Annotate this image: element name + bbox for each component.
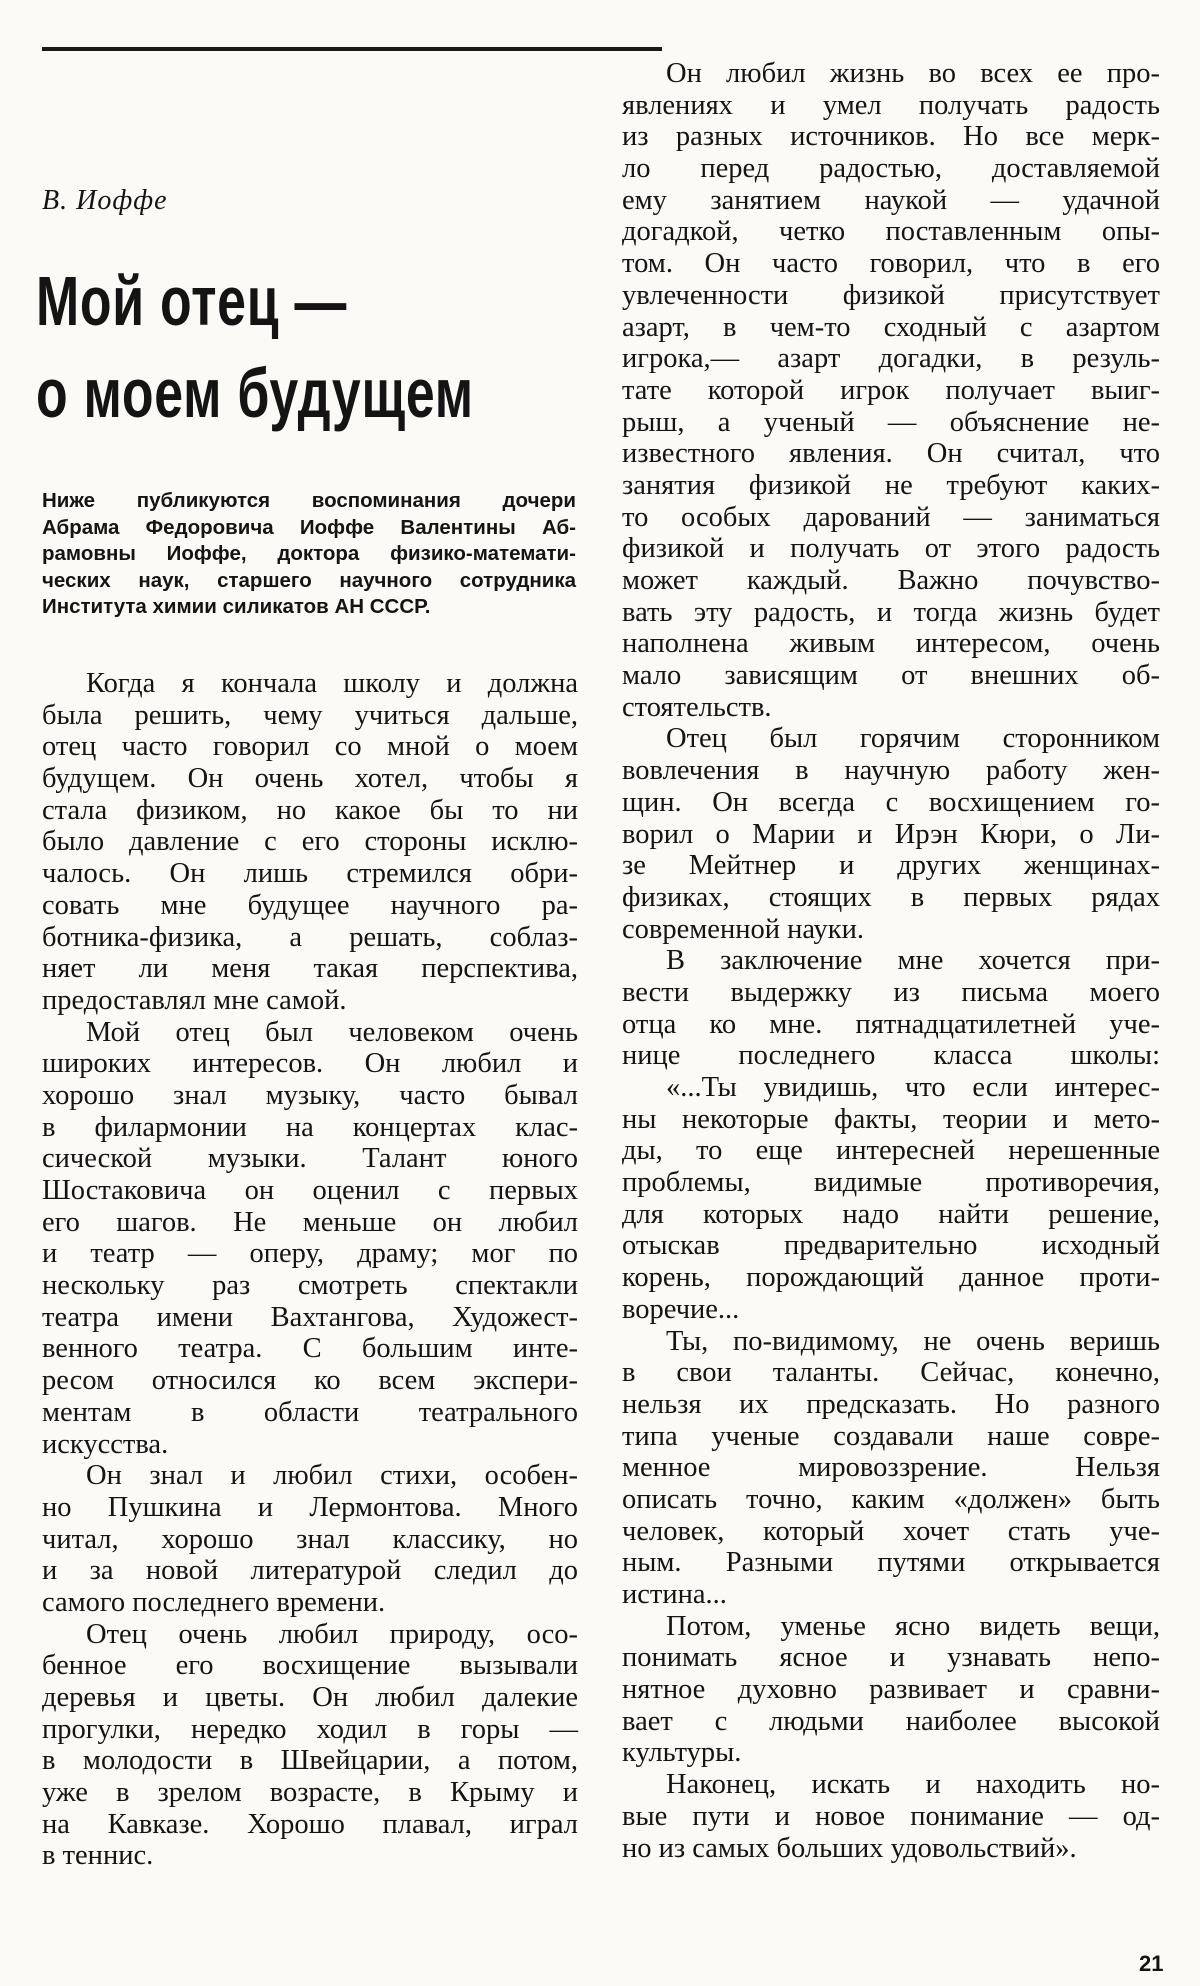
text-line: широких интересов. Он любил и	[42, 1048, 578, 1080]
text-line: физикой и получать от этого радость	[622, 533, 1160, 565]
text-line: вает с людьми наиболее высокой	[622, 1705, 1160, 1737]
text-column-right	[622, 58, 1160, 1864]
text-line: ным. Разными путями открывается	[622, 1547, 1160, 1579]
text-line: описать точно, каким «должен» быть	[622, 1483, 1160, 1515]
text-line: отец часто говорил со мной о моем	[42, 731, 578, 763]
text-line: «...Ты увидишь, что если интерес-	[666, 1072, 1160, 1103]
text-line: в молодости в Швейцарии, а потом,	[42, 1745, 578, 1777]
text-line: современной науки.	[622, 913, 864, 945]
text-line: искусства.	[42, 1428, 169, 1460]
text-line: его шагов. Не меньше он любил	[42, 1206, 578, 1238]
lead-paragraph	[42, 488, 576, 621]
text-line: рыш, а ученый — объяснение не-	[622, 406, 1160, 438]
text-line: проблемы, видимые противоречия,	[622, 1167, 1160, 1199]
text-line: для которых надо найти решение,	[622, 1198, 1160, 1230]
text-line: ворил о Марии и Ирэн Кюри, о Ли-	[622, 818, 1160, 850]
text-line: Отец очень любил природу, осо-	[86, 1618, 578, 1650]
text-line: но Пушкина и Лермонтова. Много	[42, 1491, 578, 1523]
text-line: стала физиком, но какое бы то ни	[42, 794, 578, 826]
text-line: Он любил жизнь во всех ее про-	[666, 58, 1160, 89]
article-title	[36, 255, 474, 439]
text-line: чалось. Он лишь стремился обри-	[42, 858, 578, 890]
text-line: щин. Он всегда с восхищением го-	[622, 786, 1160, 818]
text-line: и за новой литературой следил до	[42, 1555, 578, 1587]
text-line: деревья и цветы. Он любил далекие	[42, 1682, 578, 1713]
text-line: игрока,— азарт догадки, в резуль-	[622, 343, 1160, 375]
text-line: предоставлял мне самой.	[42, 984, 347, 1016]
title-line: о моем будущем	[36, 354, 474, 432]
text-line: известного явления. Он считал, что	[622, 438, 1160, 470]
text-line: том. Он часто говорил, что в его	[622, 248, 1160, 280]
text-line: Когда я кончала школу и должна	[86, 668, 578, 699]
text-line: культуры.	[622, 1737, 742, 1769]
text-line: уже в зрелом возрасте, в Крыму и	[42, 1777, 578, 1809]
lead-line: ческих наук, старшего научного сотрудника	[42, 568, 576, 592]
text-line: из разных источников. Но все мерк-	[622, 121, 1160, 153]
lead-line: Института химии силикатов АН СССР.	[42, 595, 431, 618]
text-line: отыскав предварительно исходный	[622, 1230, 1160, 1262]
text-line: тате которой игрок получает выиг-	[622, 374, 1160, 406]
text-line: корень, порождающий данное проти-	[622, 1262, 1160, 1294]
text-line: Ты, по-видимому, не очень веришь	[666, 1325, 1160, 1357]
text-line: нельзя их предсказать. Но разного	[622, 1388, 1160, 1420]
text-line: зе Мейтнер и других женщинах-	[622, 850, 1160, 882]
text-line: нице последнего класса школы:	[622, 1040, 1160, 1072]
text-line: ды, то еще интересней нерешенные	[622, 1135, 1160, 1167]
text-line: занятия физикой не требуют каких-	[622, 469, 1160, 501]
text-line: воречие...	[622, 1293, 740, 1325]
lead-line: Ниже публикуются воспоминания дочери	[42, 489, 576, 512]
text-line: в теннис.	[42, 1840, 154, 1872]
text-line: мало зависящим от внешних об-	[622, 660, 1160, 692]
text-line: самого последнего времени.	[42, 1586, 386, 1618]
text-line: на Кавказе. Хорошо плавал, играл	[42, 1808, 578, 1840]
text-line: бенное его восхищение вызывали	[42, 1650, 578, 1682]
text-line: Потом, уменье ясно видеть вещи,	[666, 1610, 1160, 1642]
text-line: физиках, стоящих в первых рядах	[622, 881, 1160, 913]
text-line: наполнена живым интересом, очень	[622, 628, 1160, 660]
text-line: няет ли меня такая перспектива,	[42, 953, 578, 985]
text-line: сической музыки. Талант юного	[42, 1143, 578, 1175]
text-line: ресом относился ко всем экспери-	[42, 1365, 578, 1397]
text-line: азарт, в чем-то сходный с азартом	[622, 311, 1160, 343]
text-line: вые пути и новое понимание — од-	[622, 1800, 1160, 1832]
text-line: Шостаковича он оценил с первых	[42, 1175, 578, 1206]
text-line: было давление с его стороны исклю-	[42, 826, 578, 858]
text-line: увлеченности физикой присутствует	[622, 279, 1160, 311]
text-line: может каждый. Важно почувство-	[622, 565, 1160, 596]
text-line: В заключение мне хочется при-	[666, 945, 1160, 977]
text-line: ны некоторые факты, теории и мето-	[622, 1103, 1160, 1135]
text-line: прогулки, нередко ходил в горы —	[42, 1713, 578, 1745]
text-line: ботника-физика, а решать, соблаз-	[42, 921, 578, 953]
text-line: хорошо знал музыку, часто бывал	[42, 1079, 578, 1111]
text-line: Он знал и любил стихи, особен-	[86, 1460, 578, 1492]
text-line: нятное духовно развивает и сравни-	[622, 1674, 1160, 1706]
text-line: в филармонии на концертах клас-	[42, 1111, 578, 1143]
article-author: В. Иоффе	[42, 185, 168, 216]
text-line: но из самых больших удовольствий».	[622, 1832, 1077, 1864]
text-line: театра имени Вахтангова, Художест-	[42, 1301, 578, 1333]
text-line: менное мировоззрение. Нельзя	[622, 1452, 1160, 1484]
text-line: ему занятием наукой — удачной	[622, 184, 1160, 216]
text-line: венного театра. С большим инте-	[42, 1333, 578, 1365]
text-line: совать мне будущее научного ра-	[42, 889, 578, 921]
text-line: то особых дарований — заниматься	[622, 501, 1160, 533]
text-line: стоятельств.	[622, 691, 772, 723]
text-line: ментам в области театрального	[42, 1396, 578, 1428]
text-line: ло перед радостью, доставляемой	[622, 153, 1160, 185]
text-line: догадкой, четко поставленным опы-	[622, 216, 1160, 248]
text-line: человек, который хочет стать уче-	[622, 1515, 1160, 1547]
text-line: читал, хорошо знал классику, но	[42, 1523, 578, 1555]
text-line: типа ученые создавали наше совре-	[622, 1420, 1160, 1452]
text-line: вести выдержку из письма моего	[622, 976, 1160, 1008]
text-line: вовлечения в научную работу жен-	[622, 755, 1160, 787]
text-line: понимать ясное и узнавать непо-	[622, 1642, 1160, 1674]
text-line: вать эту радость, и тогда жизнь будет	[622, 596, 1160, 628]
page-number: 21	[1139, 1951, 1164, 1976]
text-line: отца ко мне. пятнадцатилетней уче-	[622, 1008, 1160, 1040]
lead-line: рамовны Иоффе, доктора физико-математи-	[42, 542, 576, 565]
text-line: будущем. Он очень хотел, чтобы я	[42, 763, 578, 795]
text-line: была решить, чему учиться дальше,	[42, 699, 578, 731]
text-line: и театр — оперу, драму; мог по	[42, 1238, 578, 1270]
text-line: нескольку раз смотреть спектакли	[42, 1270, 578, 1302]
title-line: Мой отец —	[36, 262, 347, 340]
text-line: явлениях и умел получать радость	[622, 89, 1160, 121]
text-line: Наконец, искать и находить но-	[666, 1769, 1160, 1801]
text-column-left	[42, 668, 578, 1872]
lead-line: Абрама Федоровича Иоффе Валентины Аб-	[42, 515, 576, 539]
text-line: в свои таланты. Сейчас, конечно,	[622, 1357, 1160, 1389]
text-line: Мой отец был человеком очень	[86, 1016, 578, 1048]
text-line: Отец был горячим сторонником	[666, 723, 1160, 755]
text-line: истина...	[622, 1579, 727, 1610]
top-rule	[42, 47, 662, 51]
